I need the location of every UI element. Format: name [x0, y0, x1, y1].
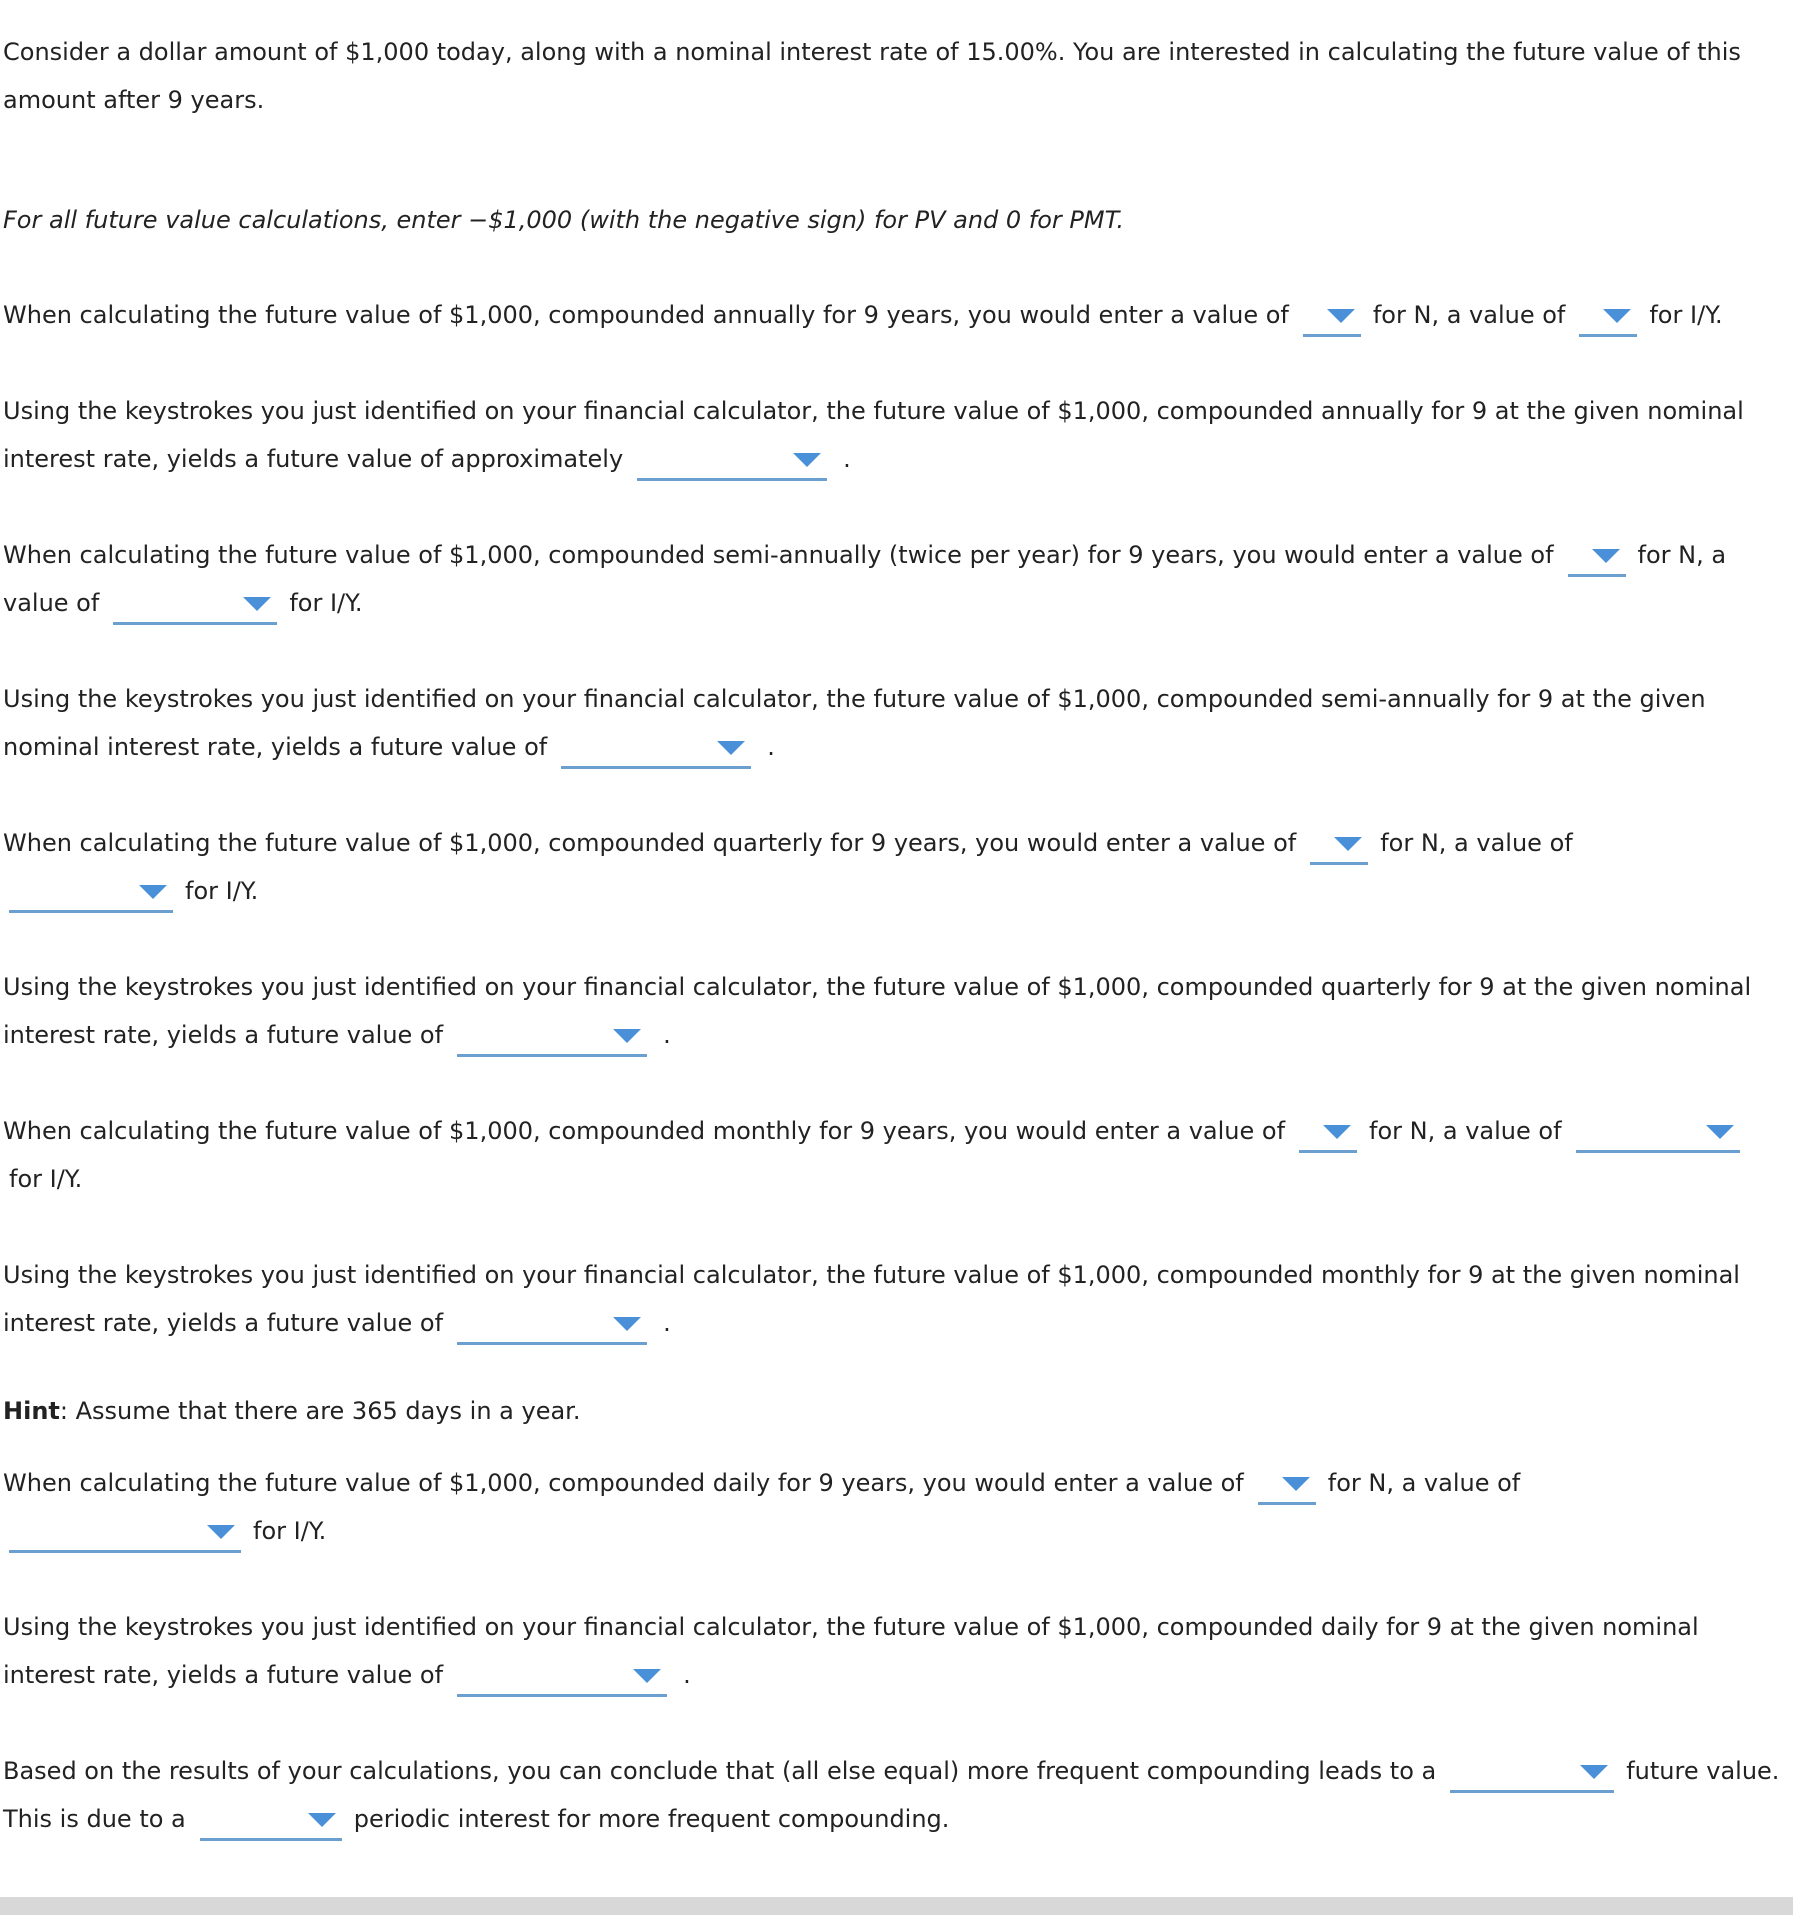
hint-label: Hint [3, 1397, 60, 1425]
semi-fv-dropdown[interactable] [561, 729, 751, 769]
monthly-question-text: When calculating the future value of $1,000, compounded monthly for 9 years, you would enter a value of [3, 1117, 1286, 1145]
semi-question-text-2: for N, a [1637, 541, 1727, 569]
daily-question-text-3: for I/Y. [253, 1517, 327, 1545]
annual-question-text: When calculating the future value of $1,000, compounded annually for 9 years, you would enter a value of [3, 301, 1289, 329]
caret-down-icon [139, 885, 167, 899]
annual-question-text-2: for N, a value of [1372, 301, 1566, 329]
conclusion-fv-dropdown[interactable] [1450, 1753, 1614, 1793]
semi-iy-dropdown[interactable] [113, 585, 277, 625]
conclusion-text: Based on the results of your calculations, you can conclude that (all else equal) more frequent compounding leads to a [3, 1757, 1437, 1785]
semi-fv-question [3, 675, 1788, 771]
quarterly-question-text-3: for I/Y. [185, 877, 259, 905]
quarterly-fv-question [3, 963, 1788, 1059]
annual-fv-period: . [843, 445, 851, 473]
caret-down-icon [1580, 1765, 1608, 1779]
quarterly-fv-period: . [663, 1021, 671, 1049]
caret-down-icon [793, 453, 821, 467]
conclusion-paragraph [3, 1747, 1788, 1843]
daily-fv-text-2: interest rate, yields a future value of [3, 1661, 444, 1689]
annual-n-dropdown[interactable] [1303, 297, 1361, 337]
annual-inputs-question [3, 291, 1788, 339]
semi-question-text: When calculating the future value of $1,000, compounded semi-annually (twice per year) for 9 years, you would enter a value of [3, 541, 1554, 569]
daily-inputs-question [3, 1459, 1788, 1555]
caret-down-icon [1603, 309, 1631, 323]
conclusion-text-2: future value. [1626, 1757, 1780, 1785]
monthly-inputs-question [3, 1107, 1788, 1203]
semi-n-dropdown[interactable] [1568, 537, 1626, 577]
caret-down-icon [1323, 1125, 1351, 1139]
daily-fv-text: Using the keystrokes you just identified on your financial calculator, the future value of $1,000, compounded daily for 9 at the given nominal [3, 1613, 1699, 1641]
annual-fv-dropdown[interactable] [637, 441, 827, 481]
daily-question-text-2: for N, a value of [1327, 1469, 1521, 1497]
monthly-fv-dropdown[interactable] [457, 1305, 647, 1345]
quarterly-question-text-2: for N, a value of [1380, 829, 1573, 857]
annual-fv-text: Using the keystrokes you just identified on your financial calculator, the future value of $1,000, compounded annually for 9 at the given nominal [3, 397, 1744, 425]
conclusion-text-3: This is due to a [3, 1805, 186, 1833]
caret-down-icon [633, 1669, 661, 1683]
semi-question-text-3: value of [3, 589, 100, 617]
semi-question-text-4: for I/Y. [289, 589, 363, 617]
caret-down-icon [613, 1029, 641, 1043]
caret-down-icon [1334, 837, 1362, 851]
annual-fv-question [3, 387, 1788, 483]
monthly-question-text-2: for N, a value of [1369, 1117, 1562, 1145]
annual-question-text-3: for I/Y. [1649, 301, 1723, 329]
caret-down-icon [207, 1525, 235, 1539]
caret-down-icon [308, 1813, 336, 1827]
quarterly-question-text: When calculating the future value of $1,000, compounded quarterly for 9 years, you would enter a value of [3, 829, 1297, 857]
semi-inputs-question [3, 531, 1788, 627]
daily-fv-dropdown[interactable] [457, 1657, 667, 1697]
semi-fv-text-2: nominal interest rate, yields a future value of [3, 733, 548, 761]
quarterly-n-dropdown[interactable] [1310, 825, 1368, 865]
caret-down-icon [243, 597, 271, 611]
quarterly-fv-dropdown[interactable] [457, 1017, 647, 1057]
question-content [3, 0, 1788, 1843]
caret-down-icon [613, 1317, 641, 1331]
bottom-scroll-bar [0, 1897, 1793, 1915]
daily-iy-dropdown[interactable] [9, 1513, 241, 1553]
hint-paragraph [3, 1387, 1788, 1435]
conclusion-text-4: periodic interest for more frequent compounding. [353, 1805, 950, 1833]
monthly-iy-dropdown[interactable] [1576, 1113, 1740, 1153]
conclusion-interest-dropdown[interactable] [200, 1801, 342, 1841]
quarterly-fv-text: Using the keystrokes you just identified on your financial calculator, the future value of $1,000, compounded quarterly for 9 at the given nominal [3, 973, 1752, 1001]
monthly-question-text-3: for I/Y. [9, 1165, 83, 1193]
daily-fv-question [3, 1603, 1788, 1699]
caret-down-icon [1706, 1125, 1734, 1139]
caret-down-icon [717, 741, 745, 755]
caret-down-icon [1327, 309, 1355, 323]
monthly-n-dropdown[interactable] [1299, 1113, 1357, 1153]
intro-line-2: amount after 9 years. [3, 86, 265, 114]
monthly-fv-period: . [663, 1309, 671, 1337]
hint-text: : Assume that there are 365 days in a year. [59, 1397, 581, 1425]
caret-down-icon [1282, 1477, 1310, 1491]
semi-fv-period: . [767, 733, 775, 761]
semi-fv-text: Using the keystrokes you just identified on your financial calculator, the future value of $1,000, compounded semi-annually for 9 at the given [3, 685, 1706, 713]
annual-fv-text-2: interest rate, yields a future value of approximately [3, 445, 624, 473]
intro-line-1: Consider a dollar amount of $1,000 today, along with a nominal interest rate of 15.00%. You are interested in calculating the future value of this [3, 38, 1741, 66]
caret-down-icon [1592, 549, 1620, 563]
daily-fv-period: . [683, 1661, 691, 1689]
daily-question-text: When calculating the future value of $1,000, compounded daily for 9 years, you would enter a value of [3, 1469, 1244, 1497]
annual-iy-dropdown[interactable] [1579, 297, 1637, 337]
intro-paragraph [3, 28, 1788, 124]
quarterly-iy-dropdown[interactable] [9, 873, 173, 913]
monthly-fv-text-2: interest rate, yields a future value of [3, 1309, 444, 1337]
monthly-fv-text: Using the keystrokes you just identified on your financial calculator, the future value of $1,000, compounded monthly for 9 at the given nominal [3, 1261, 1740, 1289]
calculation-note: For all future value calculations, enter −$1,000 (with the negative sign) for PV and 0 for PMT. [3, 206, 1125, 234]
quarterly-fv-text-2: interest rate, yields a future value of [3, 1021, 444, 1049]
monthly-fv-question [3, 1251, 1788, 1347]
quarterly-inputs-question [3, 819, 1788, 915]
daily-n-dropdown[interactable] [1258, 1465, 1316, 1505]
